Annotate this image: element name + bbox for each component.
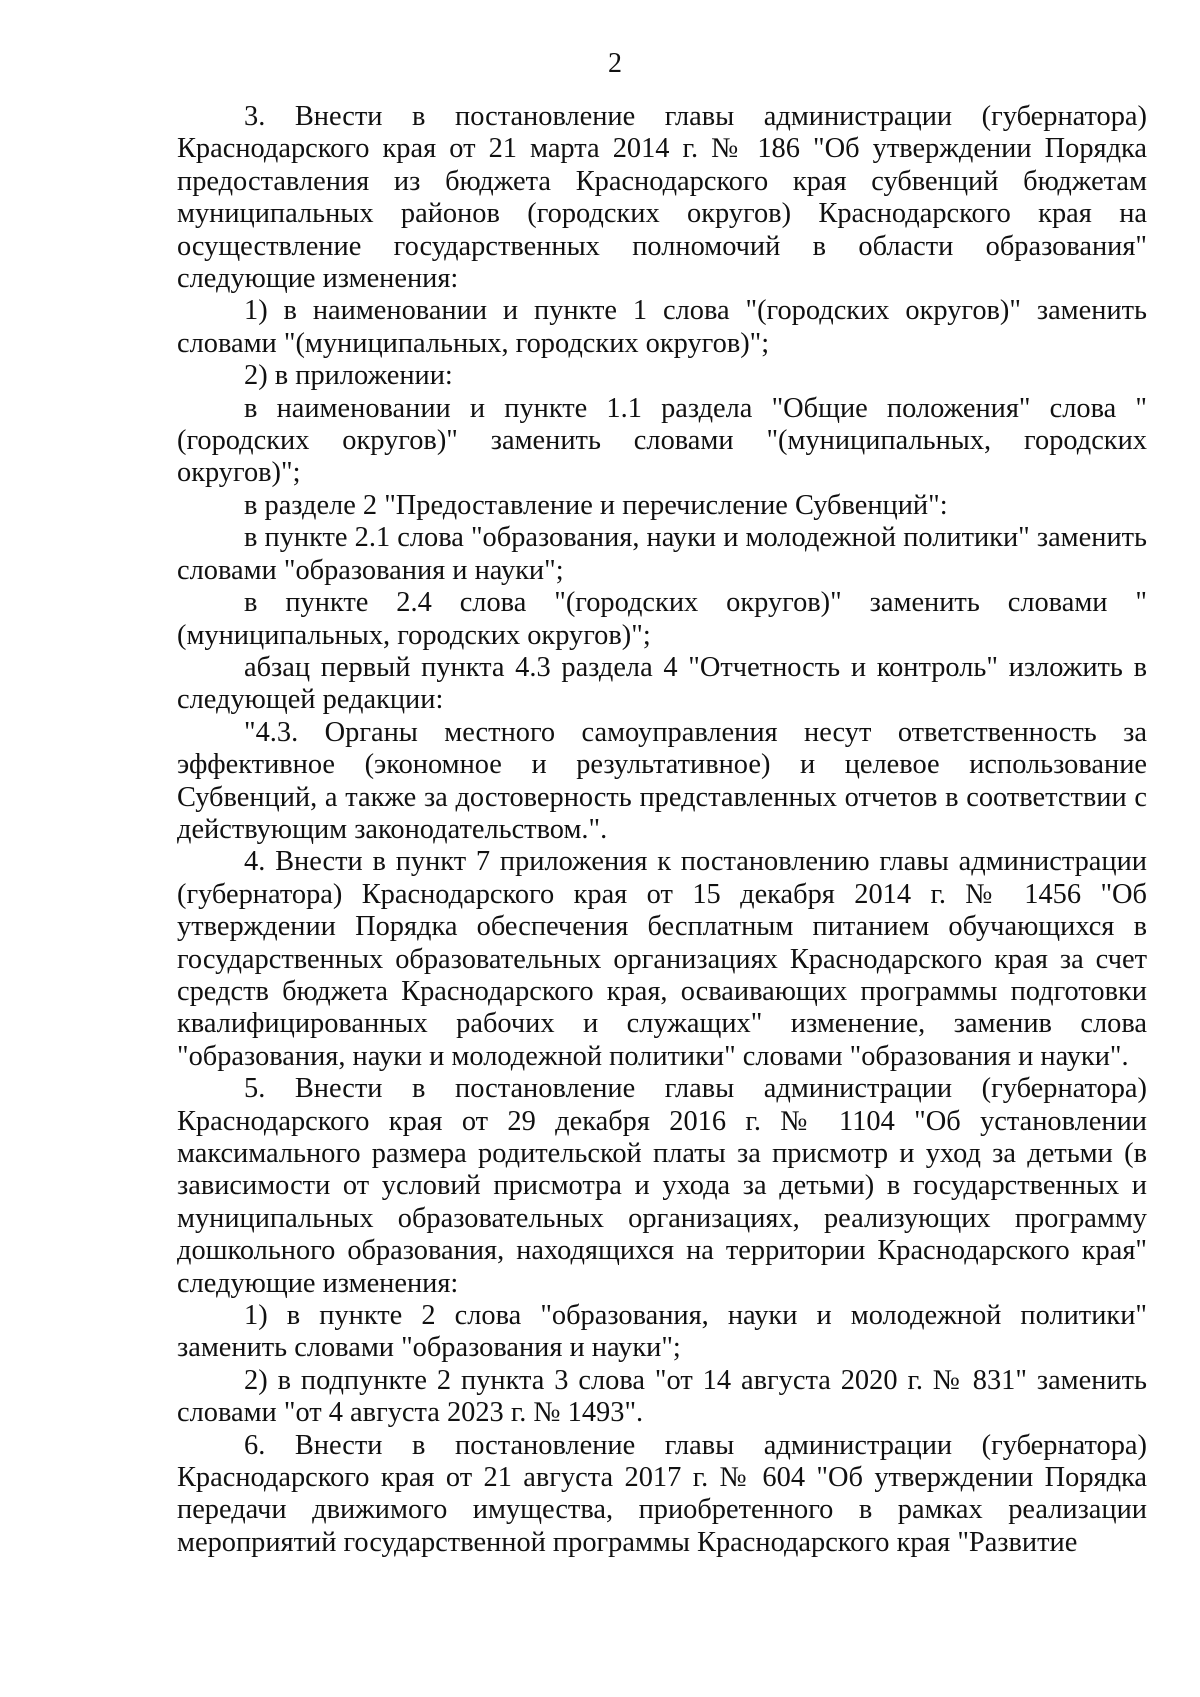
paragraph-item-3: 3. Внести в постановление главы администрации (губернатора) Краснодарского края от 21 марта 2014 г. № 186 "Об утверждении Порядка предоставления из бюджета Краснодарского края субвенций бюджетам муниципальных районов (городских округов) Краснодарского края на осуществление государственных полномочий в области образования" следующие изменения: — [177, 101, 1147, 295]
paragraph-subitem-1: 1) в наименовании и пункте 1 слова "(городских округов)" заменить словами "(муниципальных, городских округов)"; — [177, 295, 1147, 359]
paragraph-section-2: в разделе 2 "Предоставление и перечисление Субвенций": — [244, 489, 948, 521]
paragraph-point-4-3-intro: абзац первый пункта 4.3 раздела 4 "Отчетность и контроль" изложить в следующей редакции: — [177, 651, 1147, 716]
paragraph-item-5: 5. Внести в постановление главы администрации (губернатора) Краснодарского края от 29 декабря 2016 г. № 1104 "Об установлении максимального размера родительской платы за присмотр и уход за детьми (в зависимости от условий присмотра и ухода за детьми) в государственных и муниципальных образовательных организациях, реализующих программу дошкольного образования, находящихся на территории Краснодарского края" следующие изменения: — [177, 1073, 1147, 1299]
page-number: 2 — [608, 48, 622, 79]
paragraph-amendment: в наименовании и пункте 1.1 раздела "Общие положения" слова "(городских округов)" заменить словами "(муниципальных, городских округов)"; — [177, 392, 1147, 489]
paragraph-item-5-sub-2: 2) в подпункте 2 пункта 3 слова "от 14 августа 2020 г. № 831" заменить словами "от 4 августа 2023 г. № 1493". — [177, 1364, 1147, 1429]
paragraph-item-6: 6. Внести в постановление главы администрации (губернатора) Краснодарского края от 21 августа 2017 г. № 604 "Об утверждении Порядка передачи движимого имущества, приобретенного в рамках реализации мероприятий государственной программы Краснодарского края "Развитие — [177, 1429, 1147, 1558]
paragraph-subitem-2: 2) в приложении: — [244, 360, 453, 392]
paragraph-item-5-sub-1: 1) в пункте 2 слова "образования, науки и молодежной политики" заменить словами "образования и науки"; — [177, 1300, 1147, 1364]
paragraph-point-2-1: в пункте 2.1 слова "образования, науки и молодежной политики" заменить словами "образования и науки"; — [177, 522, 1147, 586]
paragraph-point-2-4: в пункте 2.4 слова "(городских округов)" заменить словами "(муниципальных, городских округов)"; — [177, 587, 1147, 651]
paragraph-point-4-3-text: "4.3. Органы местного самоуправления несут ответственность за эффективное (экономное и результативное) и целевое использование Субвенций, а также за достоверность представленных отчетов в соответствии с действующим законодательством.". — [177, 716, 1147, 845]
paragraph-item-4: 4. Внести в пункт 7 приложения к постановлению главы администрации (губернатора) Краснодарского края от 15 декабря 2014 г. № 1456 "Об утверждении Порядка обеспечения бесплатным питанием обучающихся в государственных образовательных организациях Краснодарского края за счет средств бюджета Краснодарского края, осваивающих программы подготовки квалифицированных рабочих и служащих" изменение, заменив слова "образования, науки и молодежной политики" словами "образования и науки". — [177, 846, 1147, 1072]
document-body — [177, 101, 1147, 1559]
